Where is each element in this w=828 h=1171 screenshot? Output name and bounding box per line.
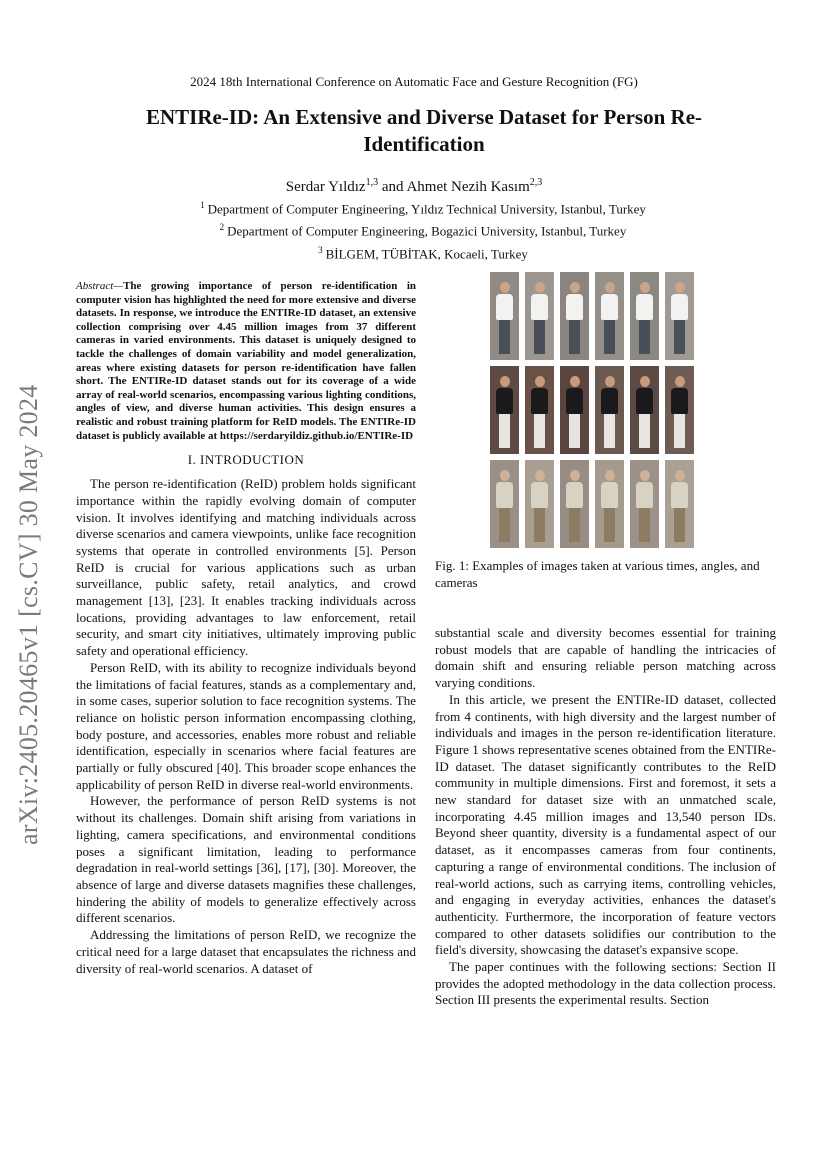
person-thumbnail — [560, 272, 589, 360]
affiliation-3-text: BİLGEM, TÜBİTAK, Kocaeli, Turkey — [325, 245, 528, 261]
figure-1-caption: Fig. 1: Examples of images taken at various times, angles, and cameras — [435, 558, 760, 590]
author-line — [0, 177, 828, 196]
section-heading-introduction: I. INTRODUCTION — [187, 452, 305, 468]
author-and: and — [381, 179, 404, 195]
person-thumbnail — [525, 460, 554, 548]
author-2-sup: 2,3 — [529, 177, 543, 188]
figure-1-image-grid — [490, 272, 722, 554]
person-thumbnail — [490, 272, 519, 360]
person-thumbnail — [665, 272, 694, 360]
affiliation-3 — [0, 241, 828, 263]
abstract-text: The growing importance of person re-identification in computer vision has highlighted the need for more extensive and diverse datasets. In response, we introduce the ENTIRe-ID dataset, an extensive collection comprising over 4.45 million images from 37 different cameras in varied environments. This dataset is uniquely designed to tackle the challenges of domain variability and model generalization, areas where existing datasets for person re-identification have fallen short. The ENTIRe-ID dataset stands out for its coverage of a wide array of real-world scenarios, encompassing various lighting conditions, angles of view, and diverse human activities. This design ensures a realistic and robust training platform for ReID models. The ENTIRe-ID dataset is publicly available at https://serdaryildiz.github.io/ENTIRe-ID — [76, 280, 416, 442]
left-column — [76, 280, 416, 977]
intro-paragraph-3: However, the performance of person ReID systems is not without its challenges. Domain shift arising from variations in lighting, camera specifications, and environmental conditions poses a significant limitation, leading to performance degradation in real-world settings [36], [17], [30]. Moreover, the absence of large and diverse datasets magnifies these challenges, hindering the ability of models to generalize effectively across different scenarios. — [76, 793, 416, 926]
affiliation-2-sup: 2 — [219, 222, 225, 233]
affiliation-1 — [0, 196, 828, 218]
author-1-sup: 1,3 — [365, 177, 379, 188]
person-thumbnail — [525, 272, 554, 360]
author-2: Ahmet Nezih Kasım — [406, 179, 530, 195]
right-paragraph-3: The paper continues with the following sections: Section II provides the adopted methodology in the data collection process. Section III presents the experimental results. Section — [435, 959, 776, 1008]
paper-title: ENTIRe-ID: An Extensive and Diverse Dataset for Person Re-Identification — [145, 105, 703, 156]
person-thumbnail — [630, 366, 659, 454]
abstract-label: Abstract— — [76, 280, 124, 292]
right-paragraph-2: In this article, we present the ENTIRe-ID dataset, collected from 4 continents, with high diversity and the largest number of individuals and images in the person re-identification literature. Figure 1 shows representative scenes obtained from the ENTIRe-ID dataset. The dataset significantly contributes to the ReID community in multiple dimensions. First and foremost, it sets a new standard for dataset size with an unmatched scale, incorporating 4.45 million images and 13,540 person IDs. Beyond sheer quantity, diversity is a fundamental aspect of our dataset, as it encompasses cameras from four continents, capturing a range of environmental conditions. The inclusion of real-world actions, such as carrying items, controlling vehicles, and engaging in everyday activities, enhances the dataset's authenticity. Furthermore, the incorporation of feature vectors compared to other datasets solidifies our contribution to the field's diversity, showcasing the dataset's expansive scope. — [435, 691, 776, 958]
person-thumbnail — [630, 272, 659, 360]
person-thumbnail — [665, 366, 694, 454]
right-column — [435, 625, 776, 1009]
conference-header: 2024 18th International Conference on Automatic Face and Gesture Recognition (FG) — [190, 74, 638, 89]
figure-row-3 — [490, 460, 722, 548]
affiliation-2-text: Department of Computer Engineering, Bogazici University, Istanbul, Turkey — [227, 223, 627, 239]
person-thumbnail — [595, 460, 624, 548]
person-thumbnail — [560, 366, 589, 454]
affiliations — [0, 196, 828, 263]
person-thumbnail — [490, 366, 519, 454]
affiliation-1-text: Department of Computer Engineering, Yıldız Technical University, Istanbul, Turkey — [207, 201, 646, 217]
right-paragraph-1: substantial scale and diversity becomes essential for training robust models that are capable of handling the intricacies of domain shift and ensuring reliable person matching across varying conditions. — [435, 625, 776, 691]
figure-row-2 — [490, 366, 722, 454]
person-thumbnail — [525, 366, 554, 454]
person-thumbnail — [490, 460, 519, 548]
author-1: Serdar Yıldız — [285, 179, 366, 195]
person-thumbnail — [665, 460, 694, 548]
figure-row-1 — [490, 272, 722, 360]
abstract — [76, 280, 416, 443]
affiliation-3-sup: 3 — [318, 244, 323, 255]
intro-paragraph-4: Addressing the limitations of person ReID, we recognize the critical need for a large dataset that encapsulates the richness and diversity of real-world scenarios. A dataset of — [76, 927, 416, 976]
person-thumbnail — [630, 460, 659, 548]
intro-paragraph-1: The person re-identification (ReID) problem holds significant importance within the rapidly evolving domain of computer vision. It involves identifying and matching individuals across diverse scenarios and camera viewpoints, unlike face recognition systems that operate in controlled environments [5]. Person ReID is crucial for various applications such as urban surveillance, public safety, retail analytics, and crowd management [13], [23]. It enables tracking individuals across locations, providing advantages to law enforcement, retail security, and smart city initiatives, ultimately improving public safety and operational efficiency. — [76, 476, 416, 659]
person-thumbnail — [595, 366, 624, 454]
intro-paragraph-2: Person ReID, with its ability to recognize individuals beyond the limitations of facial features, stands as a complementary and, in some cases, superior solution to face recognition systems. The reliance on holistic person information encompassing clothing, body posture, and accessories, enables more robust and reliable identification, especially in scenarios where facial features are partially or fully obscured [40]. This broader scope enhances the applicability of person ReID in diverse real-world environments. — [76, 659, 416, 792]
affiliation-2 — [0, 218, 828, 240]
arxiv-watermark: arXiv:2405.20465v1 [cs.CV] 30 May 2024 — [14, 384, 43, 845]
person-thumbnail — [595, 272, 624, 360]
person-thumbnail — [560, 460, 589, 548]
affiliation-1-sup: 1 — [200, 200, 205, 210]
